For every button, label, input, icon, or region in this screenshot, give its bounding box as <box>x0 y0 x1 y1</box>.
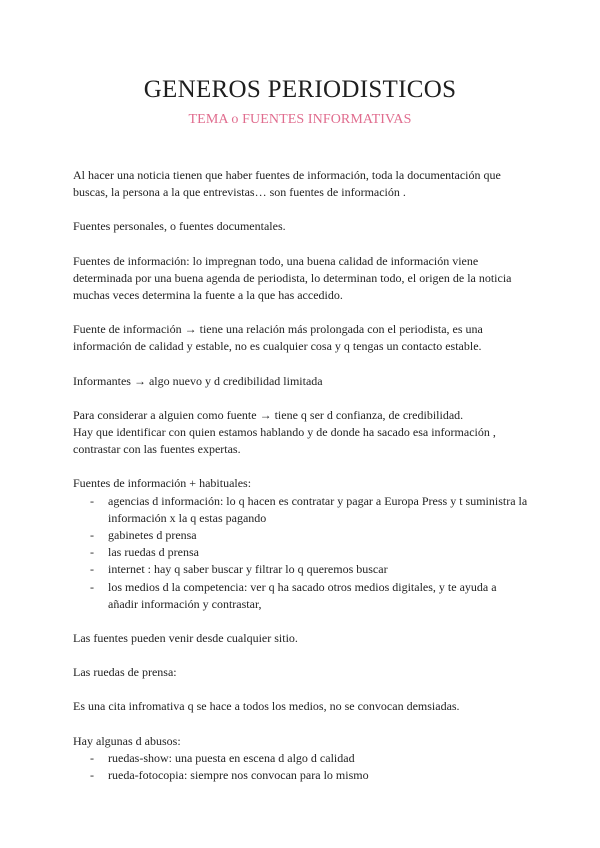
paragraph-abuses: Hay algunas d abusos: <box>73 733 181 748</box>
list-item <box>73 750 528 767</box>
list-item-text: gabinetes d prensa <box>108 528 197 543</box>
list-item <box>73 527 528 544</box>
paragraph-intro: Al hacer una noticia tienen que haber fuentes de información, toda la documentación que buscas, la persona a la que entrevistas… son fuentes de información . <box>73 168 501 200</box>
paragraph-press-conferences-heading: Las ruedas de prensa: <box>73 665 177 680</box>
list-item-text: los medios d la competencia: ver q ha sacado otros medios digitales, y te ayuda a añadir información y contrastar, <box>108 579 497 611</box>
paragraph-types: Fuentes personales, o fuentes documentales. <box>73 219 286 234</box>
abuses-list <box>73 750 528 784</box>
document-subtitle: TEMA o FUENTES INFORMATIVAS <box>188 112 412 127</box>
list-item <box>73 579 528 613</box>
paragraph-anywhere: Las fuentes pueden venir desde cualquier sitio. <box>73 631 298 646</box>
list-item-text: agencias d información: lo q hacen es contratar y pagar a Europa Press y t suministra la información x la q estas pagando <box>108 493 528 525</box>
dash-bullet: - <box>90 579 94 594</box>
document-body <box>73 167 528 784</box>
paragraph-habitual-sources: Fuentes de información + habituales: <box>73 476 252 491</box>
paragraph-trust: Para considerar a alguien como fuente → tiene q ser d confianza, de credibilidad. <box>73 407 464 422</box>
list-item <box>73 493 528 527</box>
dash-bullet: - <box>90 750 94 765</box>
paragraph-identify: Hay que identificar con quien estamos hablando y de donde ha sacado esa información , contrastar con las fuentes expertas. <box>73 425 496 457</box>
list-item <box>73 561 528 578</box>
list-item-text: internet : hay q saber buscar y filtrar lo q queremos buscar <box>108 562 388 577</box>
paragraph-press-conferences: Es una cita infromativa q se hace a todos los medios, no se convocan demsiadas. <box>73 699 460 714</box>
list-item-text: ruedas-show: una puesta en escena d algo d calidad <box>108 750 355 765</box>
paragraph-informants: Informantes → algo nuevo y d credibilidad limitada <box>73 373 323 388</box>
habitual-sources-list <box>73 493 528 613</box>
paragraph-source-definition: Fuente de información → tiene una relación más prolongada con el periodista, es una información de calidad y estable, no es cualquier cosa y q tengas un contacto estable. <box>73 322 483 354</box>
dash-bullet: - <box>90 528 94 543</box>
document-title: GENEROS PERIODISTICOS <box>143 76 457 103</box>
list-item-text: las ruedas d prensa <box>108 545 199 560</box>
dash-bullet: - <box>90 562 94 577</box>
list-item-text: rueda-fotocopia: siempre nos convocan para lo mismo <box>108 768 369 783</box>
dash-bullet: - <box>90 493 94 508</box>
dash-bullet: - <box>90 768 94 783</box>
list-item <box>73 544 528 561</box>
paragraph-sources-info: Fuentes de información: lo impregnan todo, una buena calidad de información viene determinada por una buena agenda de periodista, lo determinan todo, el origen de la noticia muchas veces determina la fuente a la que has accedido. <box>73 253 512 303</box>
dash-bullet: - <box>90 545 94 560</box>
list-item <box>73 767 528 784</box>
